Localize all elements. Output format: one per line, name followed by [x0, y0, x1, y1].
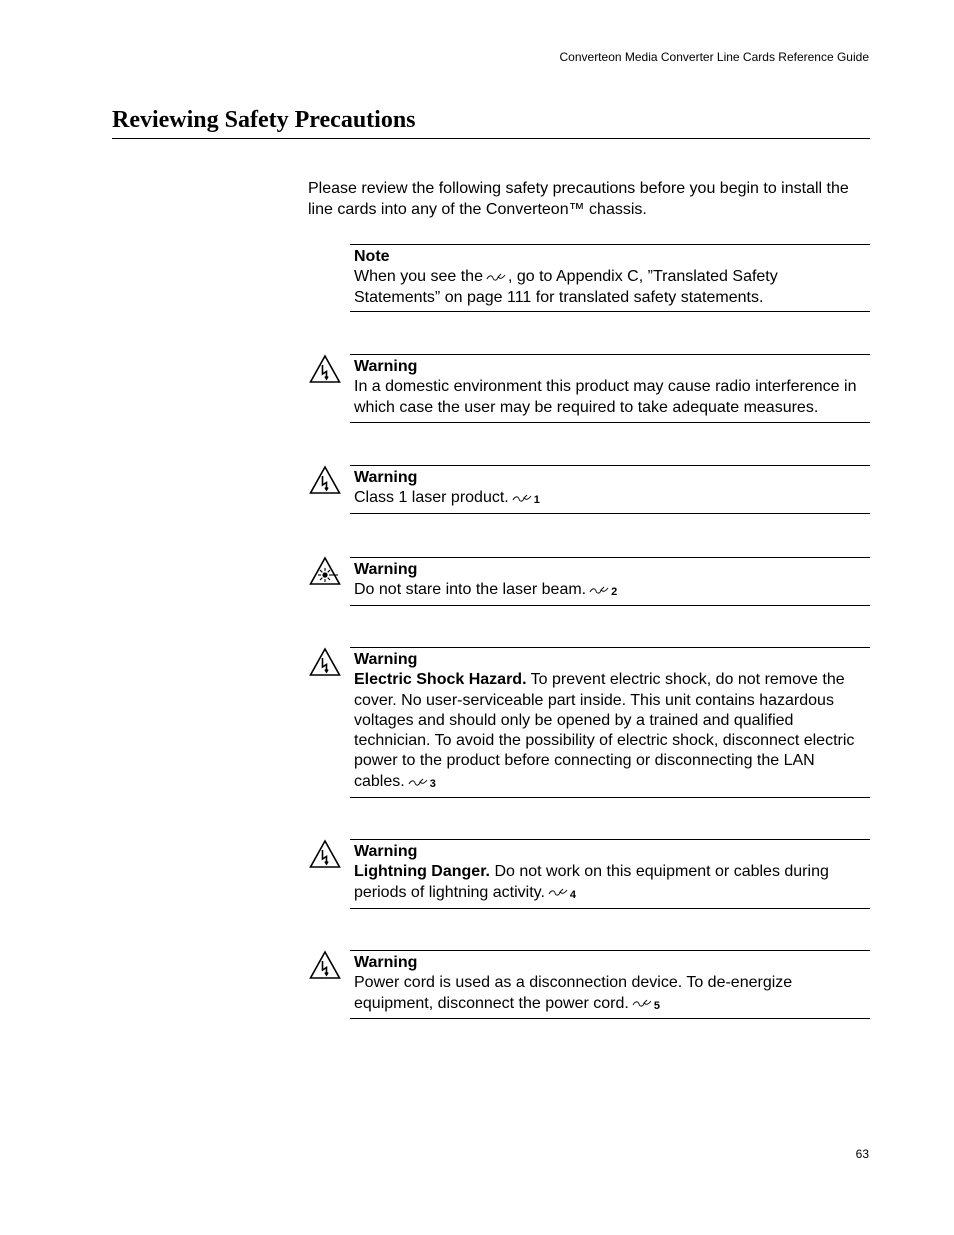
warning-bold-lead: Lightning Danger. [354, 863, 490, 881]
warning-text: Lightning Danger. Do not work on this equipment or cables during periods of lightning activity. 4 [354, 863, 829, 901]
warning-heading: Warning [354, 651, 418, 668]
warning-box [350, 354, 870, 423]
translation-ref-number: 2 [611, 586, 618, 599]
warning-heading: Warning [354, 358, 418, 375]
translation-reference-icon [632, 998, 652, 1008]
warning-box [350, 839, 870, 909]
translation-reference-icon [408, 777, 428, 787]
translation-reference-icon [512, 493, 532, 503]
warning-box [350, 557, 870, 606]
warning-text: Electric Shock Hazard. To prevent electric shock, do not remove the cover. No user-serviceable part inside. This unit contains hazardous voltages and should only be opened by a trained and qualified technician. To avoid the possibility of electric shock, disconnect electric power to the product before connecting or disconnecting the LAN cables. 3 [354, 671, 855, 790]
warning-heading: Warning [354, 843, 418, 860]
electrical-hazard-icon [309, 950, 341, 980]
section-title: Reviewing Safety Precautions [112, 107, 870, 139]
translation-ref-number: 1 [533, 494, 540, 507]
warning-text: Do not stare into the laser beam. 2 [354, 581, 618, 599]
electrical-hazard-icon [309, 354, 341, 384]
translation-ref-number: 4 [569, 888, 577, 901]
warning-box [350, 647, 870, 798]
note-box [350, 244, 870, 312]
intro-paragraph: Please review the following safety precautions before you begin to install the line cards into any of the Converteon™ chassis. [308, 180, 849, 218]
translation-ref-number: 5 [653, 999, 660, 1012]
warning-heading: Warning [354, 561, 418, 578]
warning-box [350, 465, 870, 514]
laser-hazard-icon [309, 556, 341, 586]
translation-ref-number: 3 [429, 777, 436, 790]
electrical-hazard-icon [309, 839, 341, 869]
electrical-hazard-icon [309, 465, 341, 495]
warning-text: Class 1 laser product. 1 [354, 489, 540, 507]
warning-heading: Warning [354, 469, 418, 486]
translation-reference-icon [548, 887, 568, 897]
warning-text: In a domestic environment this product may cause radio interference in which case the user may be required to take adequate measures. [354, 378, 857, 416]
page-number: 63 [855, 1147, 869, 1161]
translation-reference-icon [486, 272, 506, 282]
note-heading: Note [354, 248, 390, 265]
warning-box [350, 950, 870, 1019]
warning-text: Power cord is used as a disconnection device. To de-energize equipment, disconnect the power cord. 5 [354, 974, 793, 1012]
electrical-hazard-icon [309, 647, 341, 677]
note-text: When you see the , go to Appendix C, ”Translated Safety Statements” on page 111 for translated safety statements. [354, 268, 778, 306]
translation-reference-icon [589, 585, 609, 595]
warning-heading: Warning [354, 954, 418, 971]
warning-bold-lead: Electric Shock Hazard. [354, 671, 527, 689]
running-header: Converteon Media Converter Line Cards Reference Guide [559, 50, 869, 64]
